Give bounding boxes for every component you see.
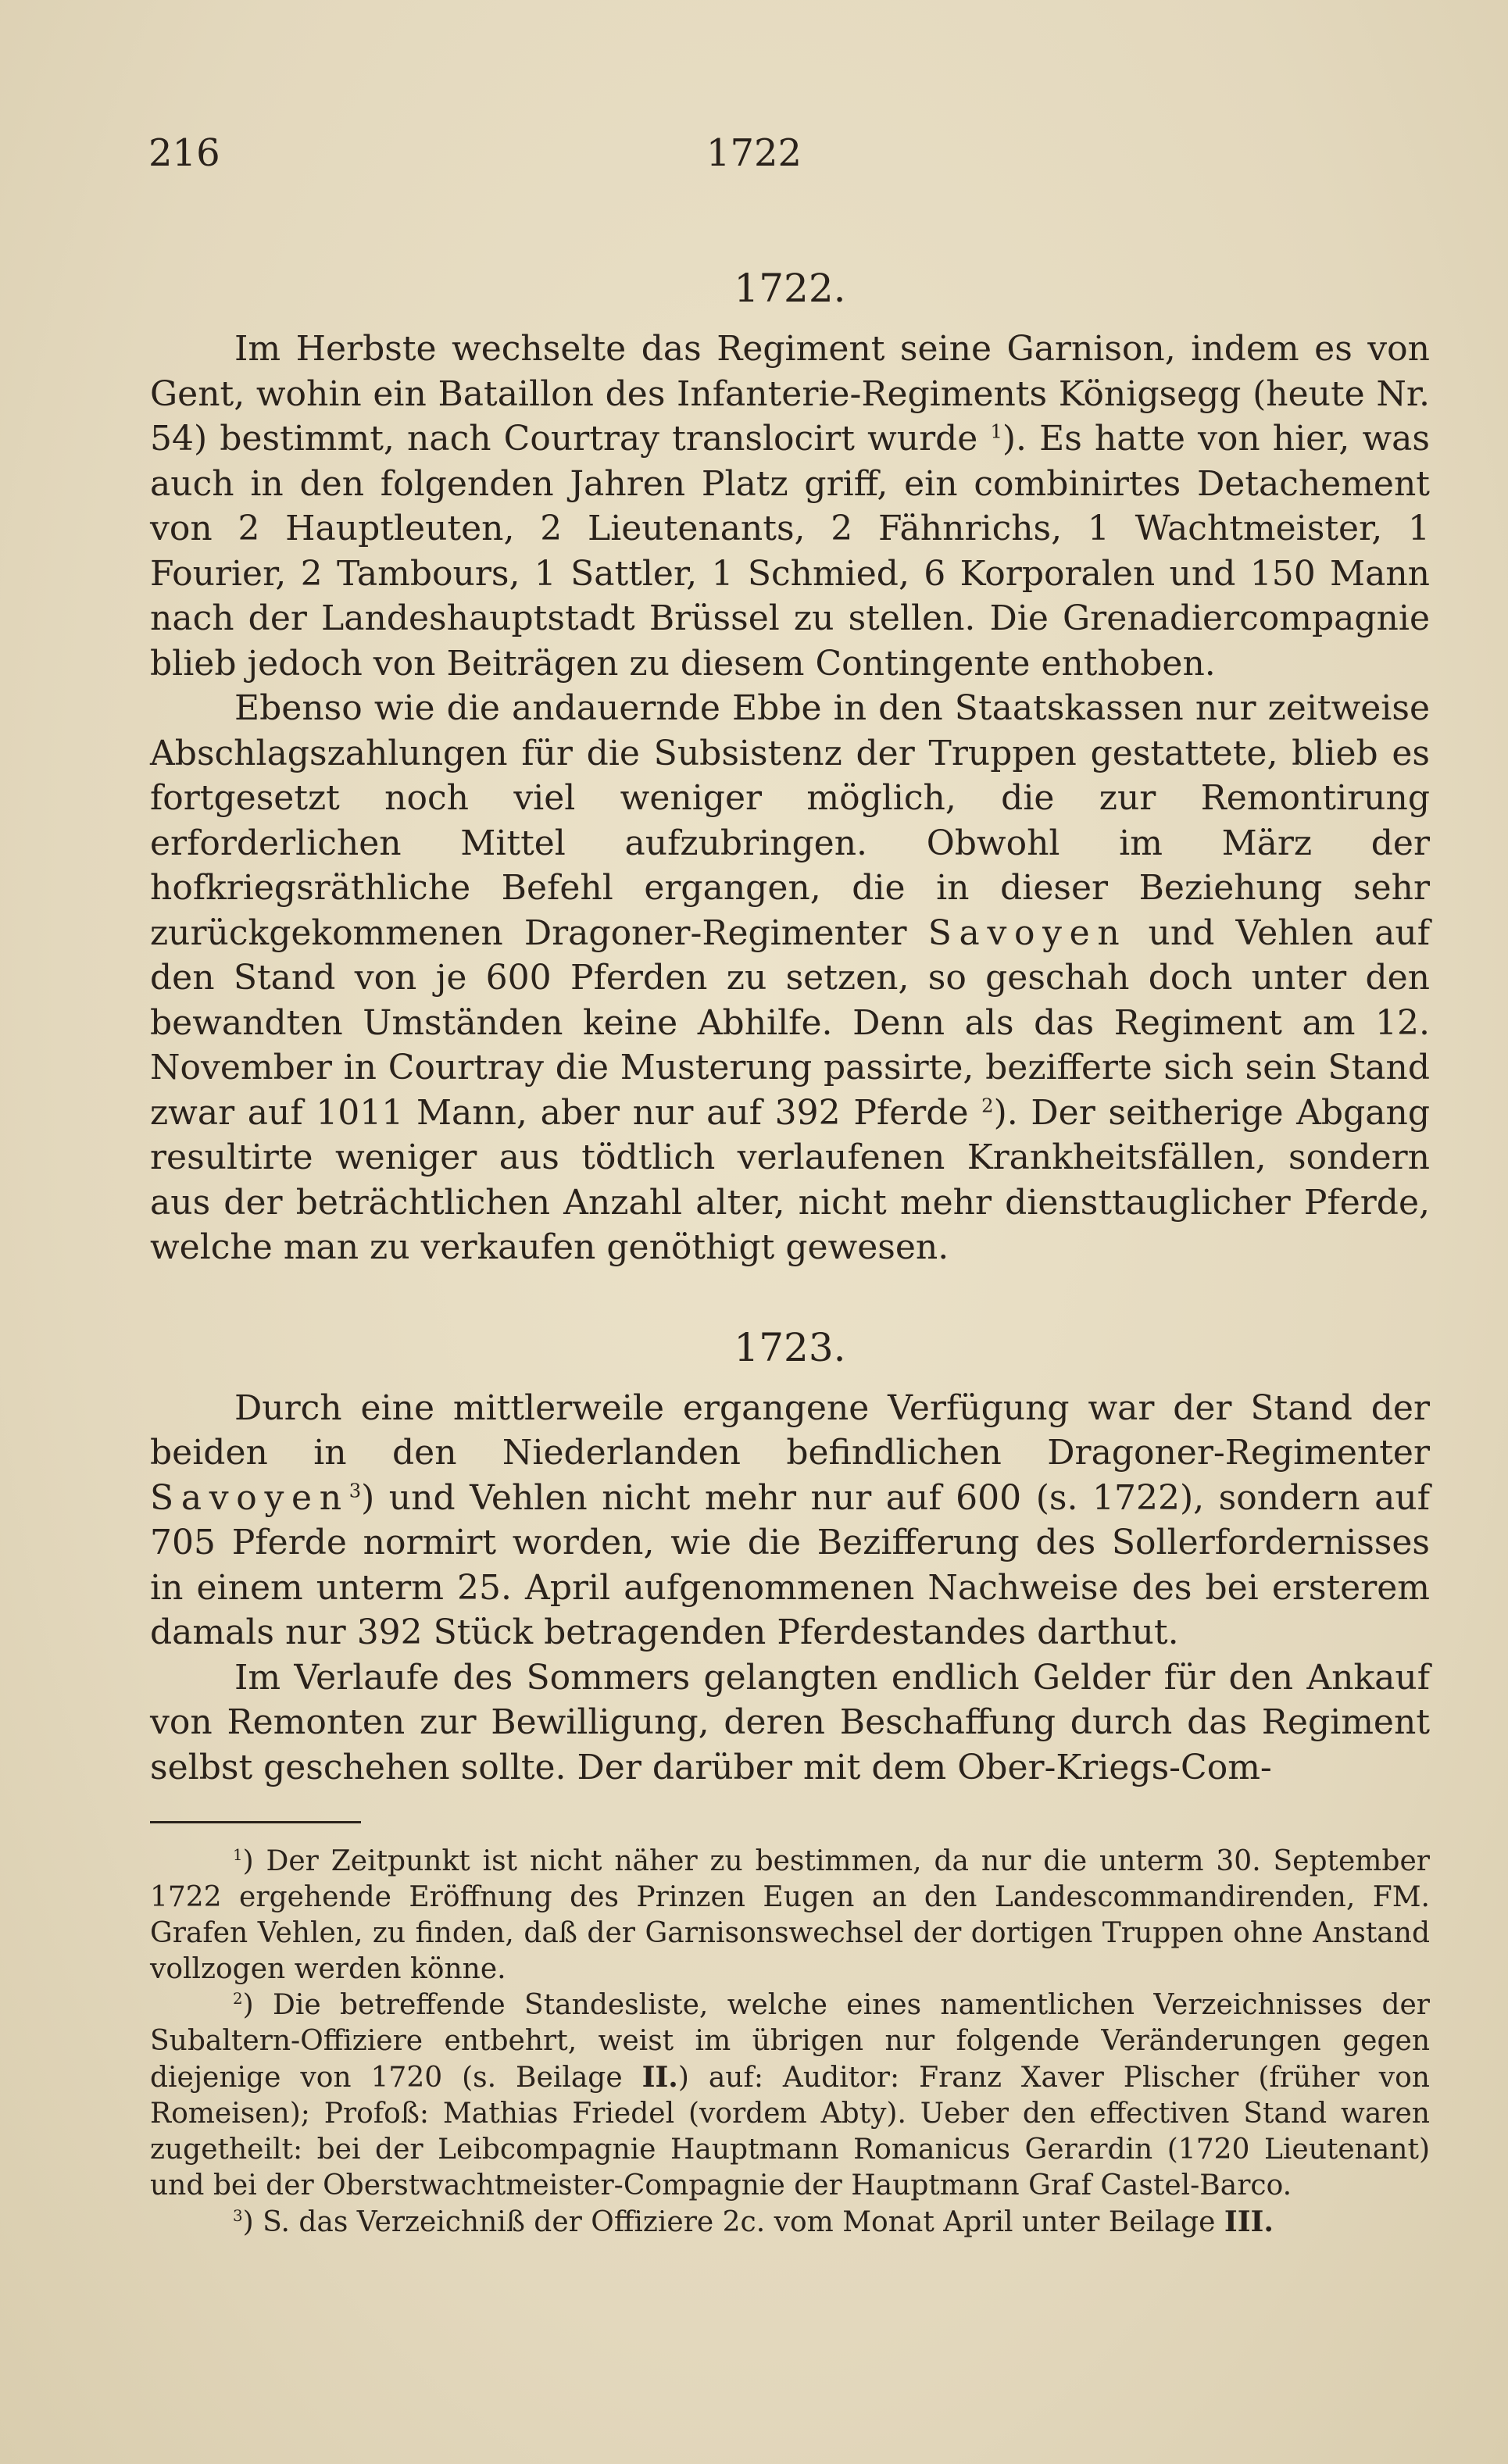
footnote-3: $^3$) S. das Verzeichniß der Offiziere 2c. vom Monat April unter Beilage III.: [233, 2205, 1274, 2238]
running-head: 1722: [706, 131, 802, 175]
footnote-2: $^2$) Die betreffende Standesliste, welche eines namentlichen Verzeichnisses der Subaltern-Offiziere entbehrt, weist im übrigen nur folgende Veränderungen gegen diejenige von 1720 (s. Beilage II.) auf: Auditor: Franz Xaver Plischer (früher von Romeisen); Profoß: Mathias Friedel (vordem Abty). Ueber den effectiven Stand waren zugetheilt: bei der Leibcompagnie Hauptmann Romanicus Gerardin (1720 Lieutenant) und bei der Oberstwachtmeister-Compagnie der Hauptmann Graf Castel-Barco.: [150, 1989, 1430, 2202]
year-heading-1723: 1723.: [734, 1324, 846, 1370]
paragraph-regiment-strength: Durch eine mittlerweile ergangene Verfügung war der Stand der beiden in den Niederlanden befindlichen Dragoner-Regimenter Savoyen$^3$) und Vehlen nicht mehr nur auf 600 (s. 1722), sondern auf 705 Pferde normirt worden, wie die Bezifferung des Sollerfordernisses in einem unterm 25. April aufgenommenen Nachweise des bei ersterem damals nur 392 Stück betragenden Pferdestandes darthut.: [150, 1387, 1430, 1652]
footnote-ref-1[interactable]: 1: [990, 420, 1002, 443]
footnote-ref-2[interactable]: 2: [981, 1094, 994, 1116]
footnote-ref-3[interactable]: 3: [348, 1479, 362, 1502]
year-heading-1722: 1722.: [734, 266, 846, 311]
regiment-name-savoyen-2: Savoyen: [150, 1477, 349, 1518]
footnote-divider: [150, 1821, 361, 1823]
page-header: [148, 131, 1360, 178]
regiment-name-savoyen: Savoyen: [927, 912, 1127, 953]
page-number: 216: [148, 131, 220, 175]
paragraph-summer-funds: Im Verlaufe des Sommers gelangten endlich Gelder für den Ankauf von Remonten zur Bewilligung, deren Beschaffung durch das Regiment selbst geschehen sollte. Der darüber mit dem Ober-Kriegs-Com-: [150, 1657, 1430, 1787]
paragraph-remount-funds: Ebenso wie die andauernde Ebbe in den Staatskassen nur zeitweise Abschlagszahlungen für die Subsistenz der Truppen gestattete, blieb es fortgesetzt noch viel weniger möglich, die zur Remontirung erforderlichen Mittel aufzubringen. Obwohl im März der hofkriegsräthliche Befehl ergangen, die in dieser Beziehung sehr zurückgekommenen Dragoner-Regimenter Savoyen und Vehlen auf den Stand von je 600 Pferden zu setzen, so geschah doch unter den bewandten Umständen keine Abhilfe. Denn als das Regiment am 12. November in Courtray die Musterung passirte, bezifferte sich sein Stand zwar auf 1011 Mann, aber nur auf 392 Pferde $^2$). Der seitherige Abgang resultirte weniger aus tödtlich verlaufenen Krankheitsfällen, sondern aus der beträchtlichen Anzahl alter, nicht mehr diensttauglicher Pferde, welche man zu verkaufen genöthigt gewesen.: [150, 688, 1430, 1267]
page-body: [150, 258, 1430, 2241]
paragraph-garrison-change: Im Herbste wechselte das Regiment seine Garnison, indem es von Gent, wohin ein Bataillon des Infanterie-Regiments Königsegg (heute Nr. 54) bestimmt, nach Courtray translocirt wurde $^1$). Es hatte von hier, was auch in den folgenden Jahren Platz griff, ein combinirtes Detachement von 2 Hauptleuten, 2 Lieutenants, 2 Fähnrichs, 1 Wachtmeister, 1 Fourier, 2 Tambours, 1 Sattler, 1 Schmied, 6 Korporalen und 150 Mann nach der Landeshauptstadt Brüssel zu stellen. Die Grenadiercompagnie blieb jedoch von Beiträgen zu diesem Contingente enthoben.: [150, 329, 1430, 684]
footnote-1: $^1$) Der Zeitpunkt ist nicht näher zu bestimmen, da nur die unterm 30. September 1722 ergehende Eröffnung des Prinzen Eugen an den Landescommandirenden, FM. Grafen Vehlen, zu finden, daß der Garnisonswechsel der dortigen Truppen ohne Anstand vollzogen werden könne.: [150, 1845, 1430, 1985]
